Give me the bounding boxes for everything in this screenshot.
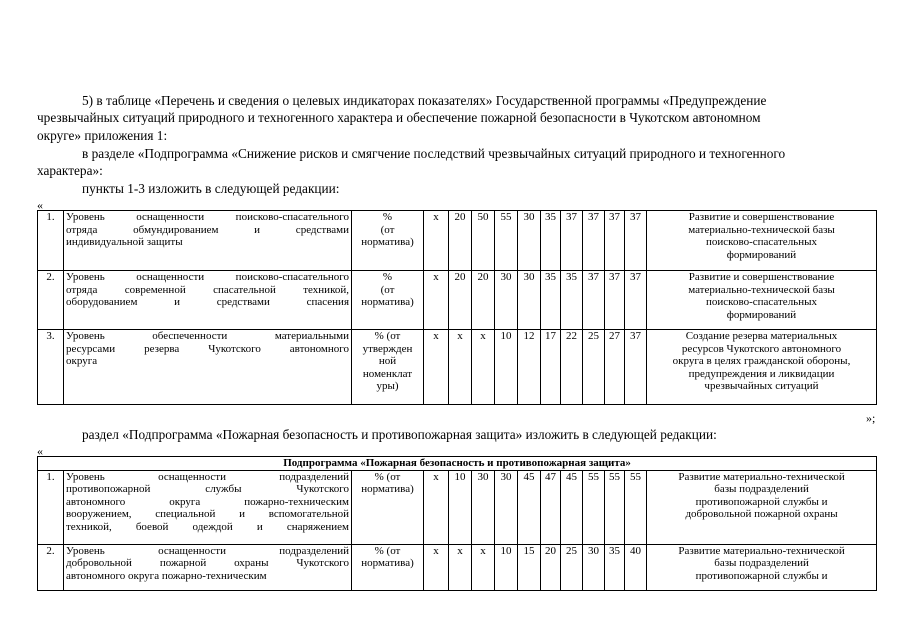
unit-of-measure xyxy=(352,330,424,405)
indicator-value: 30 xyxy=(495,470,518,544)
intro-line-3: округе» приложения 1: xyxy=(37,128,168,143)
indicator-value: 35 xyxy=(541,271,561,330)
expected-result-line: материально-технической базы xyxy=(688,223,835,236)
indicator-value: 20 xyxy=(449,211,472,271)
indicator-description xyxy=(64,470,352,544)
section-line-1: в разделе «Подпрограмма «Снижение рисков и смягчение последствий чрезвычайных ситуаций природного и техногенного xyxy=(82,146,786,161)
indicator-value: 17 xyxy=(541,330,561,405)
expected-result-line: добровольной пожарной охраны xyxy=(685,508,838,521)
indicator-value: x xyxy=(472,544,495,590)
indicator-value: 50 xyxy=(472,211,495,271)
indicator-description-line: Уровень оснащенности подразделений xyxy=(66,470,349,483)
indicator-value: 22 xyxy=(561,330,583,405)
indicator-value: 25 xyxy=(583,330,605,405)
indicator-description-line: противопожарной службы Чукотского xyxy=(66,483,349,496)
intro-line-1: 5) в таблице «Перечень и сведения о целевых индикаторах показателях» Государственной программы «Предупреждение xyxy=(82,93,767,108)
indicator-value: 55 xyxy=(625,470,647,544)
unit-of-measure xyxy=(352,211,424,271)
unit-of-measure xyxy=(352,470,424,544)
row-number: 1. xyxy=(38,211,64,271)
indicators-table-1 xyxy=(37,210,877,405)
indicator-value: 10 xyxy=(495,330,518,405)
indicator-value: 10 xyxy=(449,470,472,544)
indicator-description-line: Уровень оснащенности поисково-спасательного xyxy=(66,271,349,283)
expected-result-line: материально-технической базы xyxy=(688,283,835,296)
expected-result xyxy=(647,330,877,405)
indicator-value: 37 xyxy=(625,211,647,271)
table-row xyxy=(38,271,877,330)
indicator-value: 35 xyxy=(541,211,561,271)
indicator-value: 25 xyxy=(561,544,583,590)
table-row xyxy=(38,211,877,271)
indicator-description-line: округа xyxy=(66,355,98,368)
points-line: пункты 1-3 изложить в следующей редакции: xyxy=(82,181,340,196)
expected-result xyxy=(647,271,877,330)
expected-result xyxy=(647,470,877,544)
expected-result-line: поисково-спасательных xyxy=(706,236,817,249)
indicator-value: 40 xyxy=(625,544,647,590)
subprogram-title: Подпрограмма «Пожарная безопасность и противопожарная защита» xyxy=(38,457,877,471)
indicator-description-line: ресурсами резерва Чукотского автономного xyxy=(66,342,349,355)
expected-result-line: ресурсов Чукотского автономного xyxy=(681,342,842,355)
indicator-description-line: техникой, боевой одеждой и снаряжением xyxy=(66,520,349,533)
unit-of-measure-line: уры) xyxy=(376,380,399,393)
expected-result-line: чрезвычайных ситуаций xyxy=(704,380,819,393)
unit-of-measure-line: (от xyxy=(380,283,395,296)
indicator-description-line: Уровень обеспеченности материальными xyxy=(66,330,349,342)
indicator-value: 37 xyxy=(561,211,583,271)
indicator-description xyxy=(64,330,352,405)
unit-of-measure-line: норматива) xyxy=(361,483,414,496)
indicator-value: 30 xyxy=(518,211,541,271)
indicator-value: x xyxy=(424,271,449,330)
indicator-value: 37 xyxy=(625,330,647,405)
opening-quote-2: « xyxy=(37,444,43,458)
indicator-value: 30 xyxy=(472,470,495,544)
expected-result-line: базы подразделений xyxy=(714,483,809,496)
indicator-value: 20 xyxy=(541,544,561,590)
indicator-value: 55 xyxy=(495,211,518,271)
indicator-description xyxy=(64,211,352,271)
unit-of-measure xyxy=(352,271,424,330)
unit-of-measure-line: % (от xyxy=(374,544,401,557)
indicator-value: 37 xyxy=(583,211,605,271)
indicator-description xyxy=(64,271,352,330)
expected-result xyxy=(647,211,877,271)
expected-result-line: предупреждения и ликвидации xyxy=(688,367,835,380)
expected-result-line: Развитие материально-технической xyxy=(678,470,845,483)
indicator-value: x xyxy=(424,470,449,544)
indicators-table-2 xyxy=(37,456,877,591)
indicator-description-line: оборудованием и средствами спасения xyxy=(66,296,349,309)
unit-of-measure-line: % xyxy=(382,211,393,223)
unit-of-measure-line: норматива) xyxy=(361,296,414,309)
indicator-value: 37 xyxy=(605,271,625,330)
expected-result-line: поисково-спасательных xyxy=(706,296,817,309)
table-row xyxy=(38,470,877,544)
indicator-value: 35 xyxy=(561,271,583,330)
unit-of-measure-line: (от xyxy=(380,223,395,236)
indicator-description-line: индивидуальной защиты xyxy=(66,236,183,249)
unit-of-measure-line: % (от xyxy=(374,470,401,483)
expected-result-line: противопожарной службы и xyxy=(695,495,828,508)
indicator-description-line: добровольной пожарной охраны Чукотского xyxy=(66,557,349,570)
indicator-description-line: вооружением, специальной и вспомогательной xyxy=(66,508,349,521)
indicator-value: 12 xyxy=(518,330,541,405)
unit-of-measure-line: номенклат xyxy=(362,367,413,380)
indicator-value: x xyxy=(424,544,449,590)
expected-result-line: округа в целях гражданской обороны, xyxy=(672,355,851,368)
indicator-description-line: автономного округа пожарно-техническим xyxy=(66,569,267,582)
indicator-value: 15 xyxy=(518,544,541,590)
subprogram-header-row xyxy=(38,457,877,471)
expected-result-line: Развитие и совершенствование xyxy=(688,211,835,223)
indicator-value: 30 xyxy=(518,271,541,330)
indicator-value: 37 xyxy=(605,211,625,271)
expected-result-line: Создание резерва материальных xyxy=(685,330,838,342)
table-row xyxy=(38,330,877,405)
unit-of-measure-line: % xyxy=(382,271,393,283)
indicator-value: 37 xyxy=(625,271,647,330)
opening-quote-1: « xyxy=(37,198,43,212)
indicator-value: 35 xyxy=(605,544,625,590)
row-number: 2. xyxy=(38,271,64,330)
unit-of-measure-line: утвержден xyxy=(362,342,413,355)
indicator-value: 37 xyxy=(583,271,605,330)
indicator-value: x xyxy=(449,544,472,590)
indicator-value: x xyxy=(424,330,449,405)
expected-result-line: противопожарной службы и xyxy=(695,569,828,582)
indicator-value: 20 xyxy=(472,271,495,330)
unit-of-measure-line: % (от xyxy=(374,330,401,342)
unit-of-measure-line: норматива) xyxy=(361,236,414,249)
indicator-value: 47 xyxy=(541,470,561,544)
section2-line: раздел «Подпрограмма «Пожарная безопасность и противопожарная защита» изложить в следующей редакции: xyxy=(82,427,717,442)
row-number: 1. xyxy=(38,470,64,544)
unit-of-measure-line: ной xyxy=(378,355,397,368)
indicator-description-line: Уровень оснащенности поисково-спасательного xyxy=(66,211,349,223)
intro-line-2: чрезвычайных ситуаций природного и техногенного характера и обеспечение пожарной безопасности в Чукотском автономном xyxy=(37,110,761,125)
indicator-description xyxy=(64,544,352,590)
row-number: 3. xyxy=(38,330,64,405)
expected-result-line: базы подразделений xyxy=(714,557,809,570)
expected-result-line: Развитие материально-технической xyxy=(678,544,845,557)
indicator-value: x xyxy=(449,330,472,405)
indicator-value: x xyxy=(424,211,449,271)
indicator-value: 30 xyxy=(583,544,605,590)
indicator-value: 55 xyxy=(583,470,605,544)
expected-result-line: формирований xyxy=(726,248,797,261)
indicator-description-line: автономного округа пожарно-техническим xyxy=(66,495,349,508)
indicator-description-line: отряда обмундированием и средствами xyxy=(66,223,349,236)
indicator-value: 27 xyxy=(605,330,625,405)
section-line-2: характера»: xyxy=(37,163,103,178)
indicator-value: 55 xyxy=(605,470,625,544)
unit-of-measure xyxy=(352,544,424,590)
unit-of-measure-line: норматива) xyxy=(361,557,414,570)
indicator-value: 45 xyxy=(561,470,583,544)
expected-result xyxy=(647,544,877,590)
indicator-description-line: отряда современной спасательной техникой, xyxy=(66,283,349,296)
indicator-value: 10 xyxy=(495,544,518,590)
indicator-value: x xyxy=(472,330,495,405)
expected-result-line: Развитие и совершенствование xyxy=(688,271,835,283)
indicator-description-line: Уровень оснащенности подразделений xyxy=(66,544,349,557)
indicator-value: 45 xyxy=(518,470,541,544)
closing-quote-1: »; xyxy=(866,411,876,425)
expected-result-line: формирований xyxy=(726,308,797,321)
table-row xyxy=(38,544,877,590)
indicator-value: 30 xyxy=(495,271,518,330)
row-number: 2. xyxy=(38,544,64,590)
indicator-value: 20 xyxy=(449,271,472,330)
